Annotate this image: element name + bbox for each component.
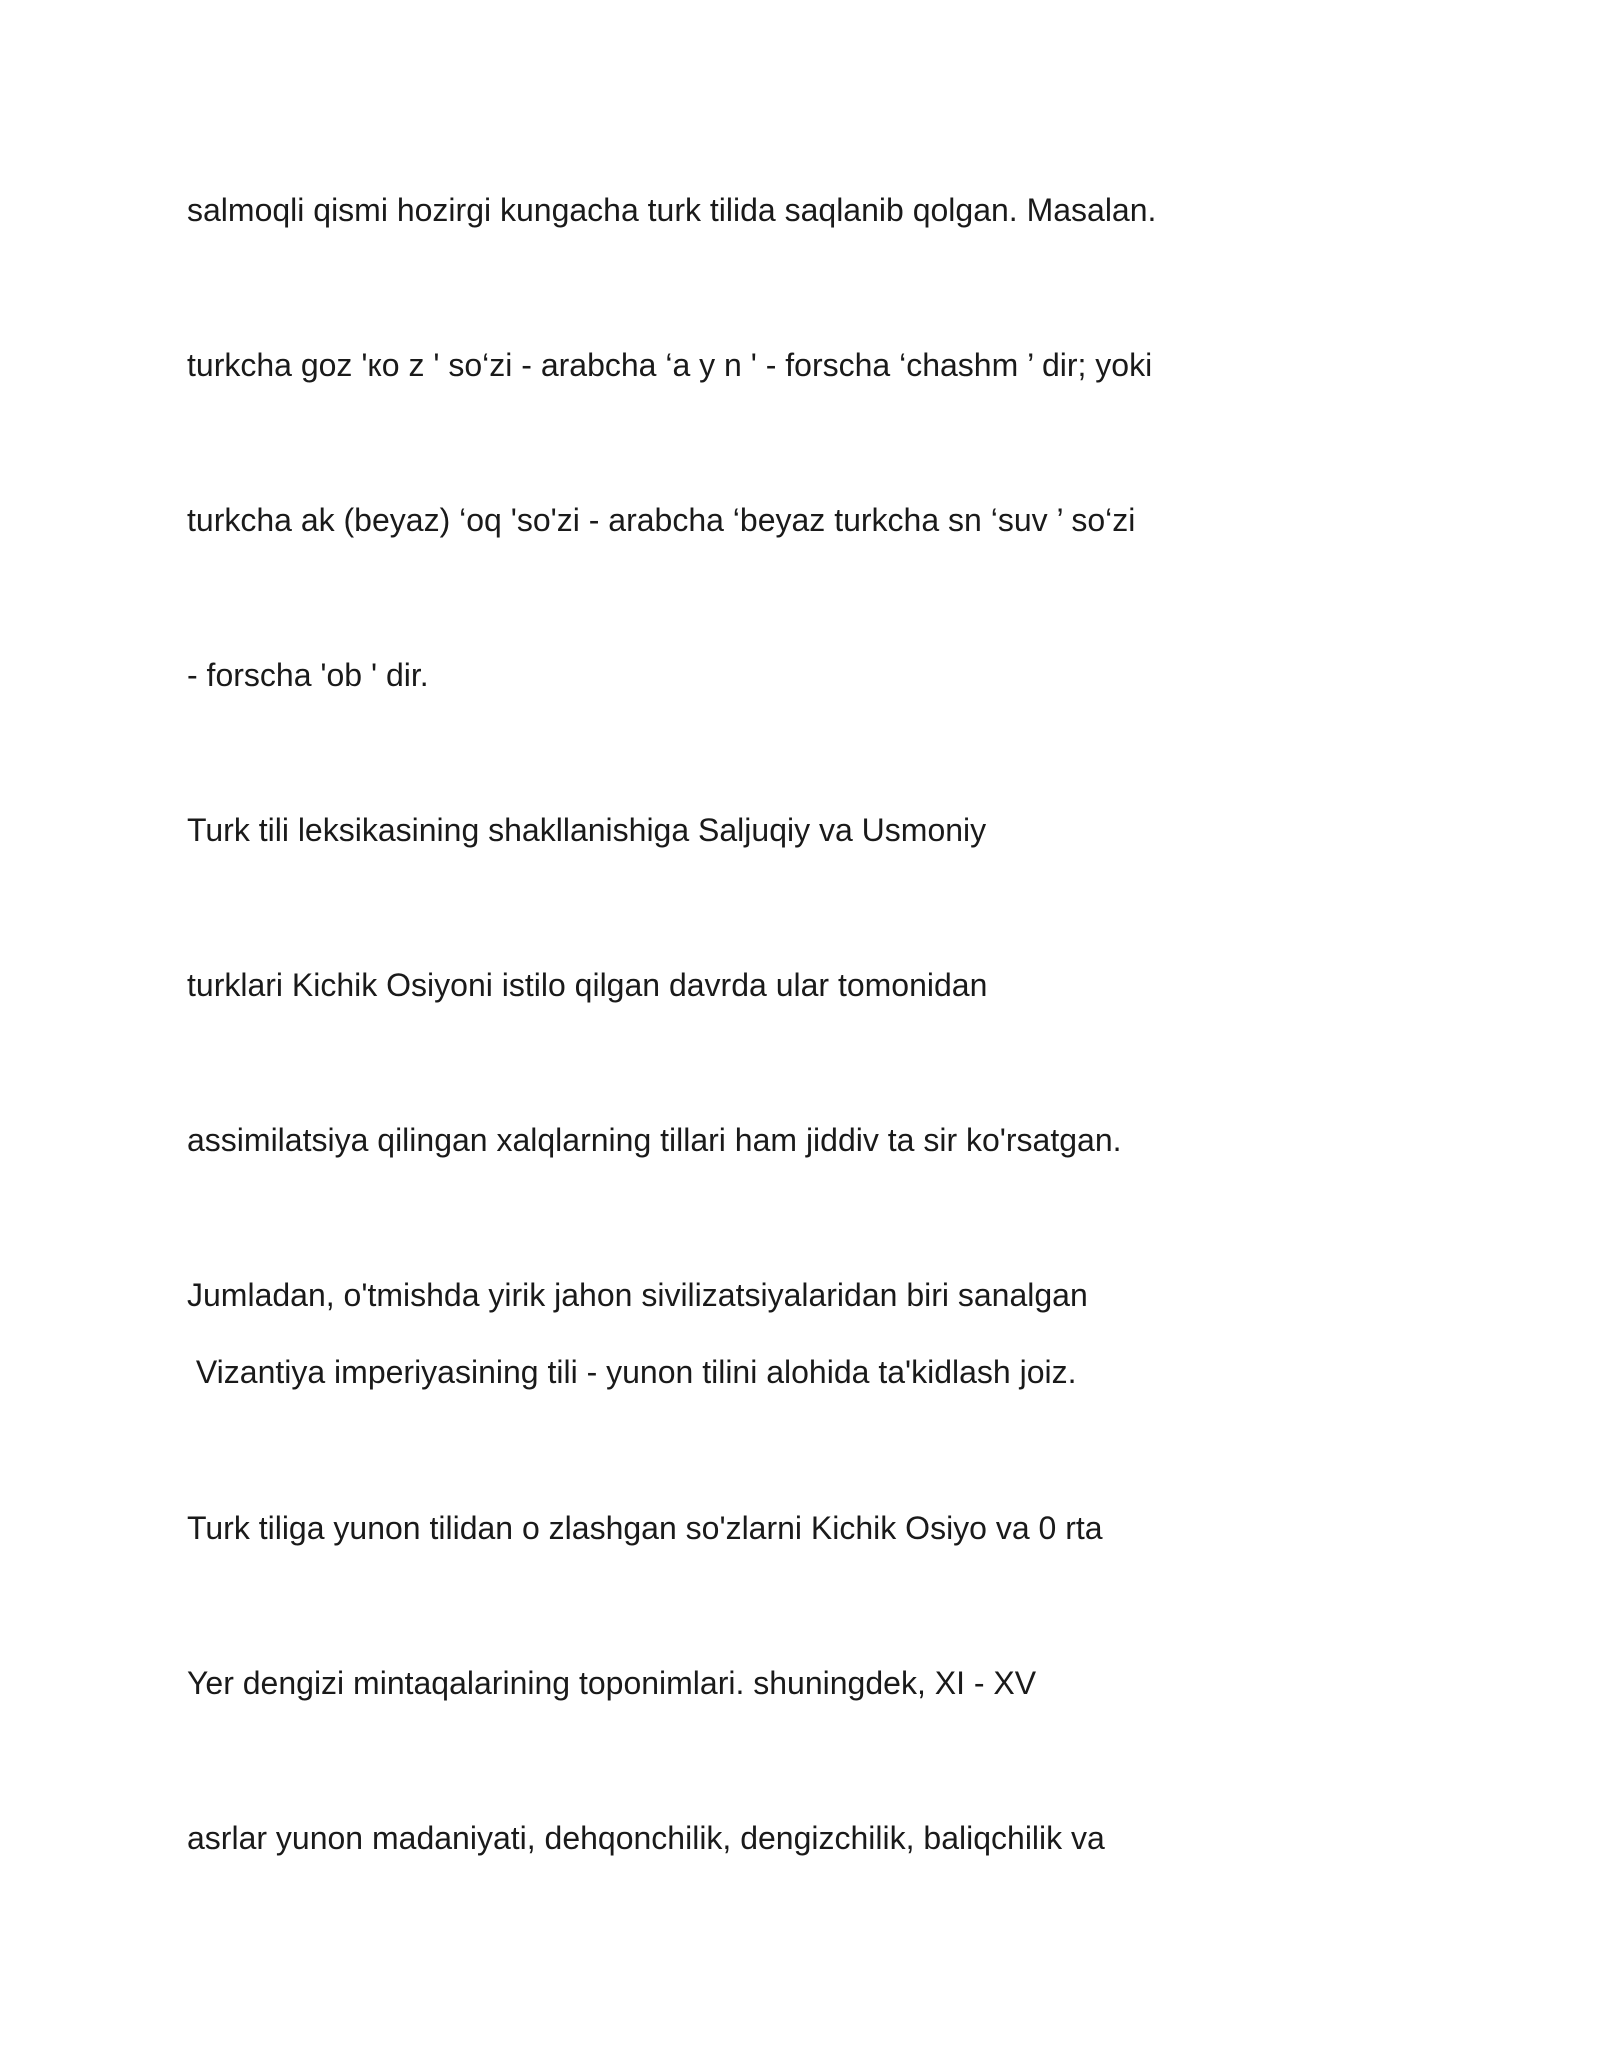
text-line: Jumladan, o'tmishda yirik jahon sivilizatsiyalaridan biri sanalgan — [187, 1277, 1088, 1313]
text-line: assimilatsiya qilingan xalqlarning tillari ham jiddiv ta sir ko'rsatgan. — [187, 1122, 1122, 1158]
text-line: salmoqli qismi hozirgi kungacha turk tilida saqlanib qolgan. Masalan. — [187, 192, 1157, 228]
text-line: Turk tiliga yunon tilidan o zlashgan so'zlarni Kichik Osiyo va 0 rta — [187, 1510, 1103, 1546]
text-line: turklari Kichik Osiyoni istilo qilgan davrda ular tomonidan — [187, 967, 988, 1003]
text-line: turkcha ak (beyaz) ‘oq 'so'zi - arabcha ‘beyaz turkcha sn ‘suv ’ so‘zi — [187, 502, 1136, 538]
text-line: Turk tili leksikasining shakllanishiga Saljuqiy va Usmoniy — [187, 812, 987, 848]
text-line: asrlar yunon madaniyati, dehqonchilik, dengizchilik, baliqchilik va — [187, 1820, 1105, 1856]
text-line: Yer dengizi mintaqalarining toponimlari. shuningdek, XI - XV — [187, 1665, 1037, 1701]
text-line: Vizantiya imperiyasining tili - yunon tilini alohida ta'kidlash joiz. — [187, 1354, 1077, 1390]
text-line: turkcha goz 'ко z ' so‘zi - arabcha ‘a y n ' - forscha ‘chashm ’ dir; yoki — [187, 347, 1153, 383]
text-line: - forscha 'ob ' dir. — [187, 657, 429, 693]
